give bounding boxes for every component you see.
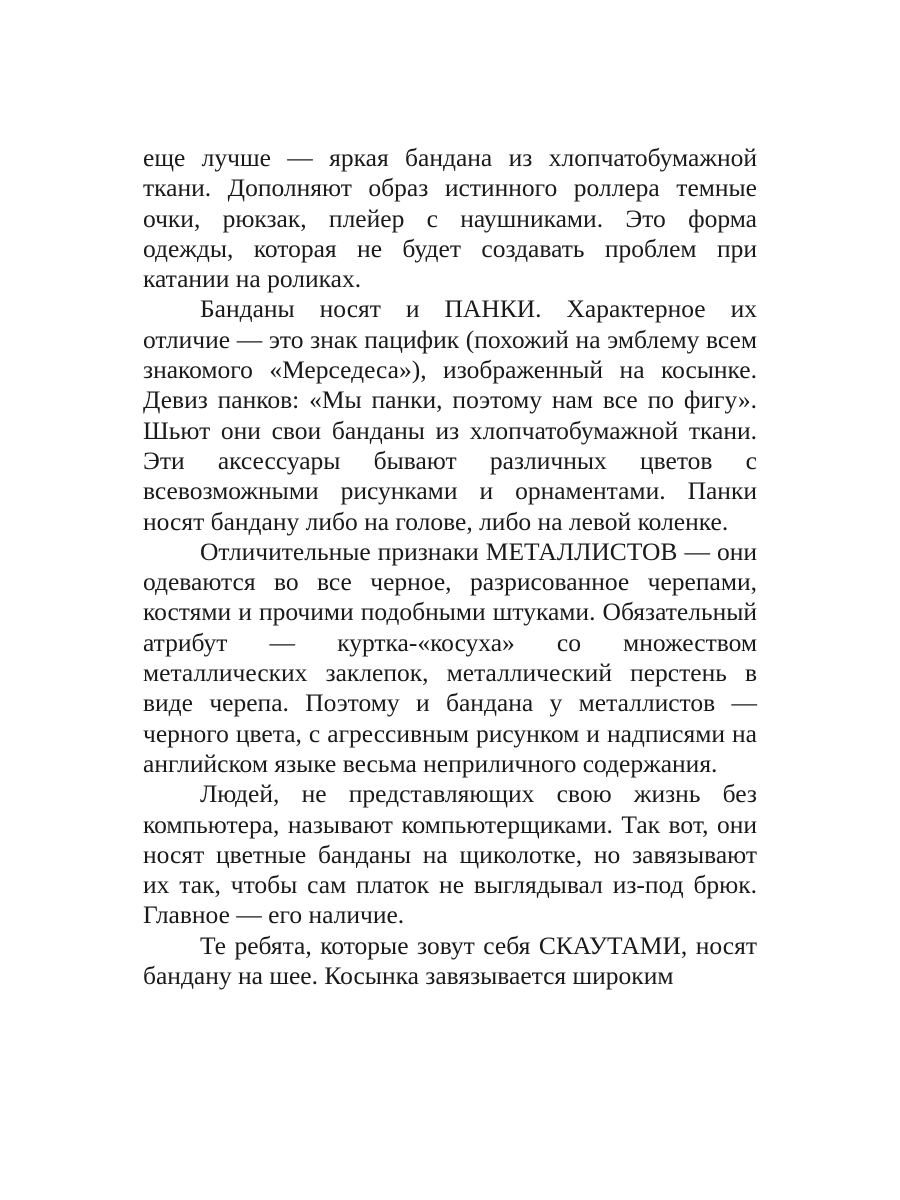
paragraph-scouts: Те ребята, которые зовут себя СКАУТАМИ, носят бандану на шее. Косынка завязывается широким <box>143 930 757 991</box>
paragraph-punks: Банданы носят и ПАНКИ. Характерное их отличие — это знак пацифик (похожий на эмблему всем знакомого «Мерседеса»), изображенный на косынке. Девиз панков: «Мы панки, поэтому нам все по фигу». Шьют они свои банданы из хлопчатобумажной ткани. Эти аксессуары бывают различных цветов с всевозможными рисунками и орнаментами. Панки носят бандану либо на голове, либо на левой коленке. <box>143 294 757 536</box>
paragraph-metalheads: Отличительные признаки МЕТАЛЛИСТОВ — они одеваются во все черное, разрисованное черепами, костями и прочими подобными штуками. Обязательный атрибут — куртка-«косуха» со множеством металлических заклепок, металлический перстень в виде черепа. Поэтому и бандана у металлистов — черного цвета, с агрессивным рисунком и надписями на английском языке весьма неприличного содержания. <box>143 536 757 778</box>
page-body-text <box>143 143 757 991</box>
paragraph-computer-users: Людей, не представляющих свою жизнь без компьютера, называют компьютерщиками. Так вот, они носят цветные банданы на щиколотке, но завязывают их так, чтобы сам платок не выглядывал из-под брюк. Главное — его наличие. <box>143 779 757 930</box>
paragraph-rollers-continued: еще лучше — яркая бандана из хлопчатобумажной ткани. Дополняют образ истинного роллера темные очки, рюкзак, плейер с наушниками. Это форма одежды, которая не будет создавать проблем при катании на роликах. <box>143 143 757 294</box>
